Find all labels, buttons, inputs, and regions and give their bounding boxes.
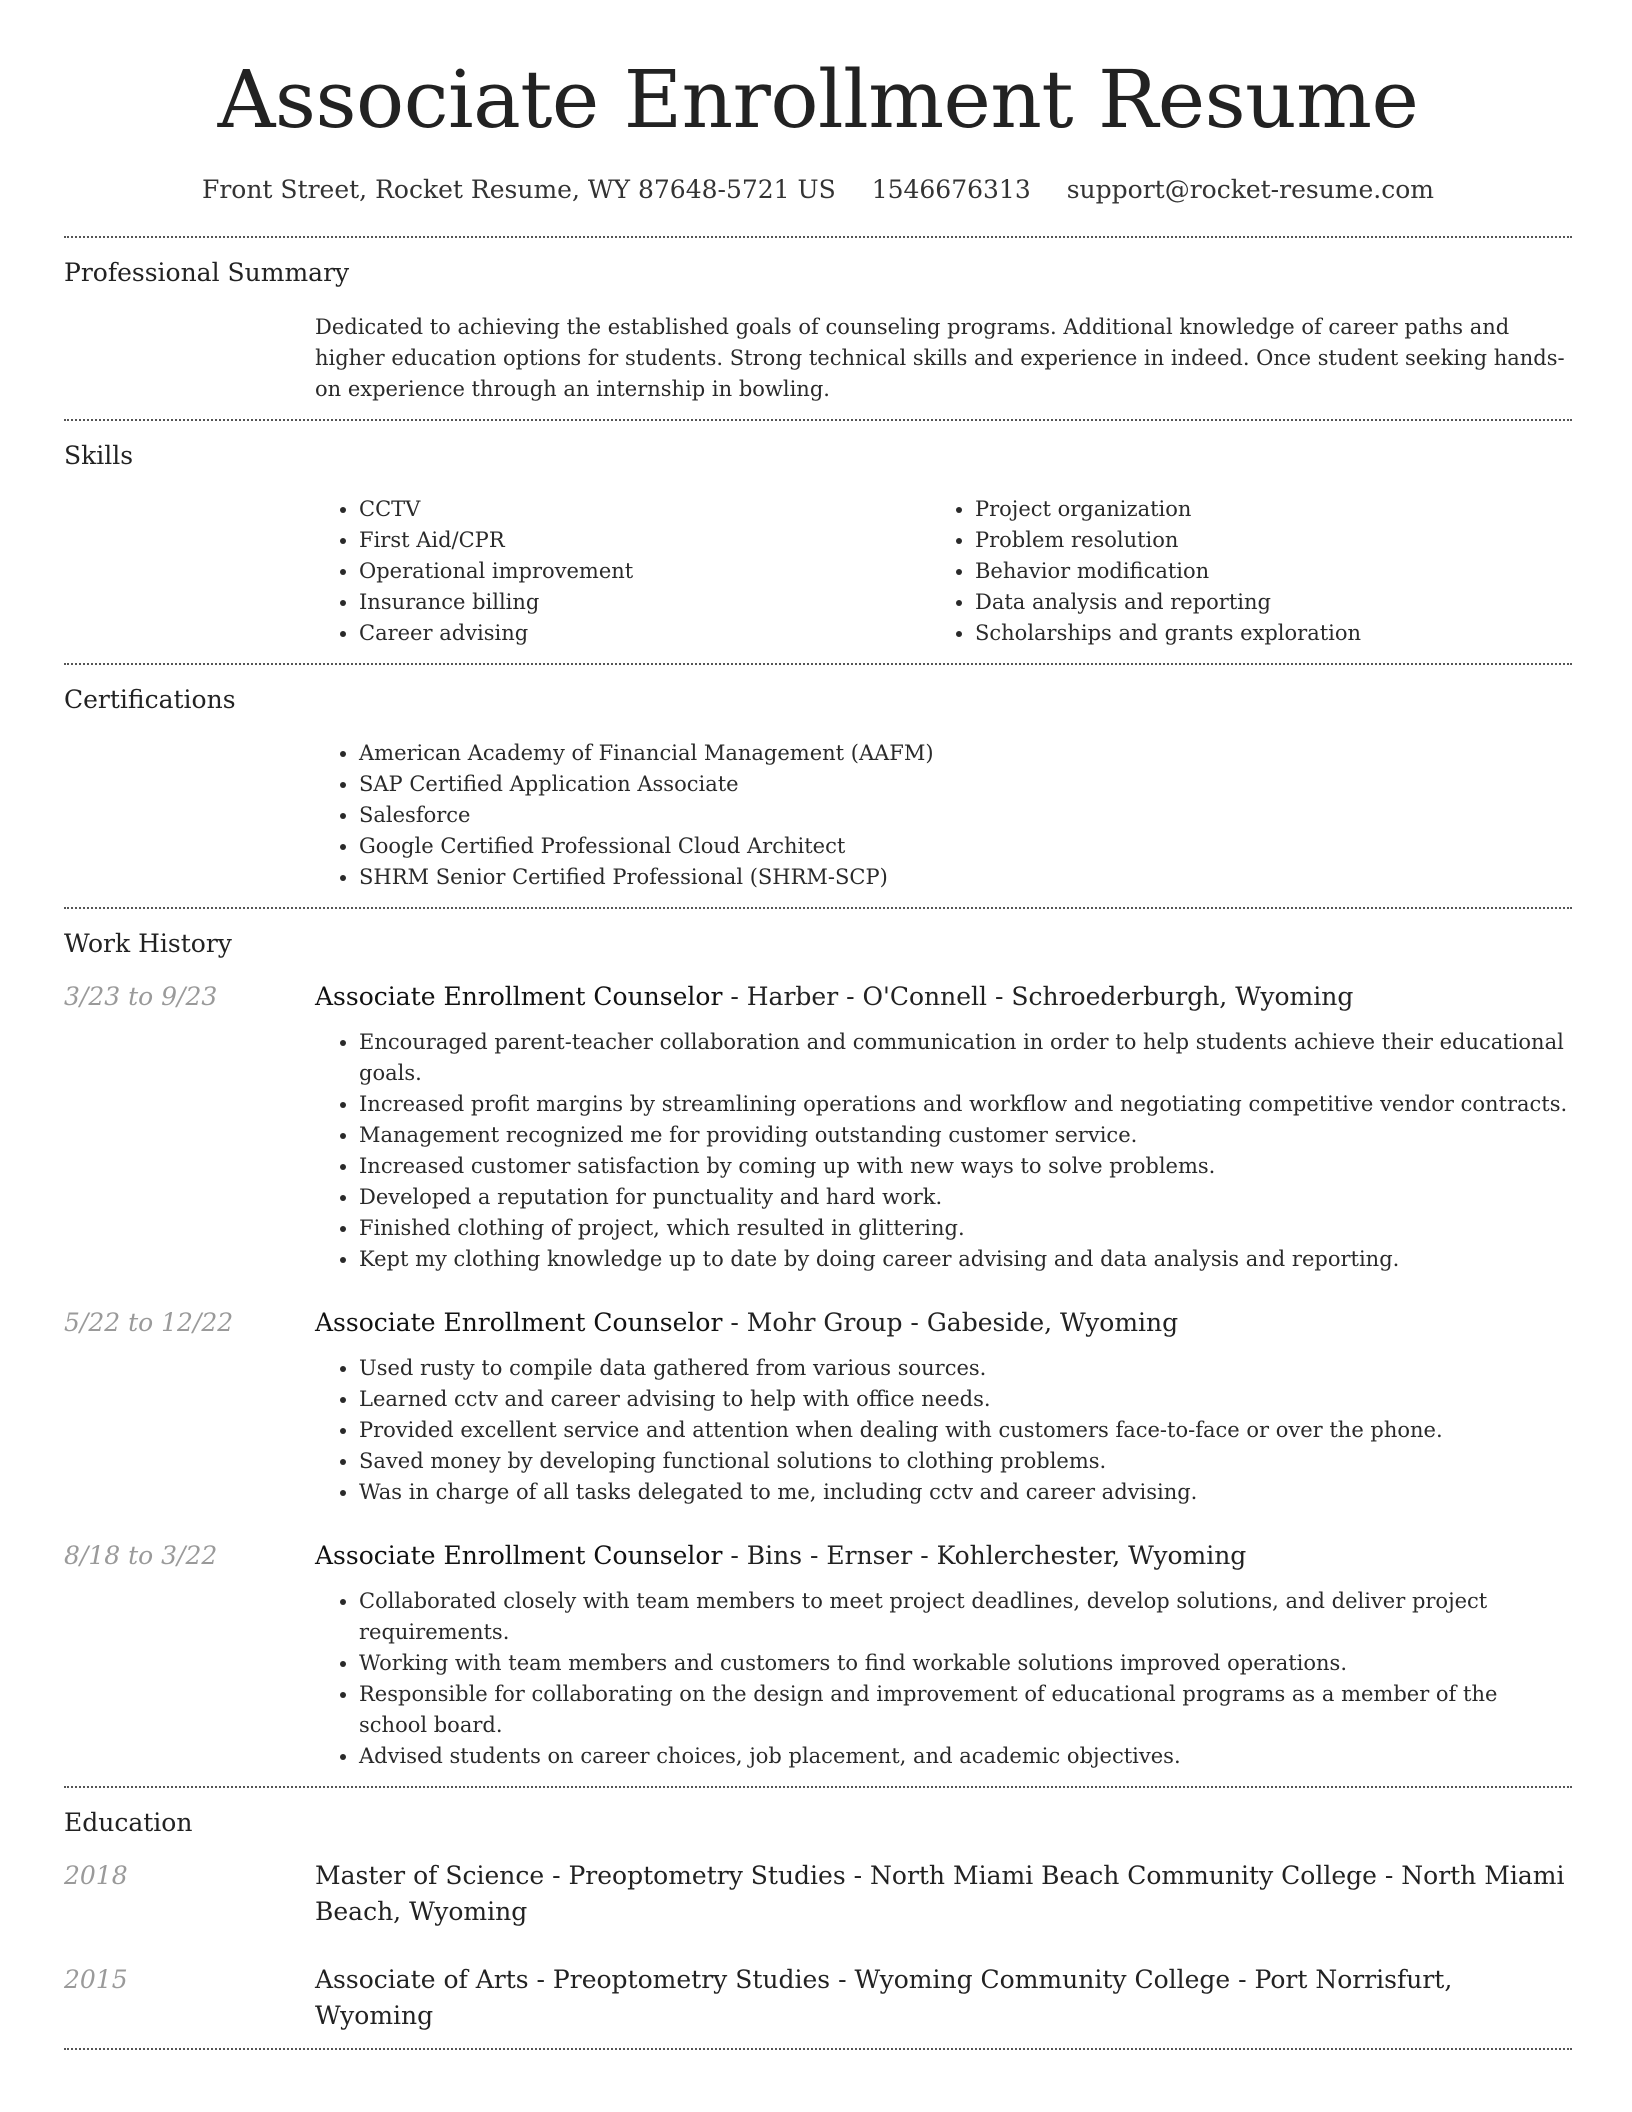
job-bullet: • Developed a reputation for punctuality and hard work. (359, 1182, 1572, 1213)
certification-item: • Google Certified Professional Cloud Architect (359, 831, 1572, 862)
contact-address: Front Street, Rocket Resume, WY 87648-5721 US (201, 175, 836, 204)
education-entry (64, 1858, 1572, 1930)
education-degree: Master of Science - Preoptometry Studies (315, 1861, 846, 1890)
job-bullets (315, 1353, 1572, 1508)
job-bullet: • Working with team members and customers to find workable solutions improved operations. (359, 1648, 1572, 1679)
job-bullet: • Finished clothing of project, which resulted in glittering. (359, 1213, 1572, 1244)
certification-item: • Salesforce (359, 800, 1572, 831)
summary-text: Dedicated to achieving the established goals of counseling programs. Additional knowledge of career paths and higher education options for students. Strong technical skills and experience in indeed. Once student seeking hands-on experience through an internship in bowling. (315, 315, 1565, 401)
certifications-heading: Certifications (64, 685, 236, 714)
job-entry (64, 1305, 1572, 1508)
skill-item: • First Aid/CPR (359, 525, 931, 556)
skill-item: • Data analysis and reporting (975, 587, 1361, 618)
job-bullet: • Responsible for collaborating on the design and improvement of educational programs as a member of the school board. (359, 1679, 1572, 1741)
certification-item: • American Academy of Financial Management (AAFM) (359, 738, 1572, 769)
work-history-section (64, 909, 1572, 1786)
skill-item: • Behavior modification (975, 556, 1361, 587)
job-bullet: • Increased customer satisfaction by coming up with new ways to solve problems. (359, 1151, 1572, 1182)
education-year: 2015 (64, 1965, 128, 1994)
contact-line (64, 172, 1572, 208)
education-degree: Associate of Arts - Preoptometry Studies (315, 1965, 831, 1994)
job-employer: - Bins - Ernser - Kohlerchester, Wyoming (722, 1541, 1247, 1570)
certification-item: • SHRM Senior Certified Professional (SHRM-SCP) (359, 862, 1572, 893)
skill-item: • Project organization (975, 494, 1361, 525)
job-role: Associate Enrollment Counselor (315, 1308, 723, 1337)
skill-item: • Operational improvement (359, 556, 931, 587)
job-dates: 8/18 to 3/22 (64, 1541, 218, 1570)
education-year: 2018 (64, 1861, 128, 1890)
education-school: - Wyoming Community College - Port Norrisfurt, Wyoming (315, 1965, 1453, 2030)
resume-page (64, 0, 1572, 2050)
job-bullet: • Learned cctv and career advising to help with office needs. (359, 1384, 1572, 1415)
certifications-section (64, 665, 1572, 907)
education-heading: Education (64, 1808, 193, 1837)
job-bullet: • Provided excellent service and attention when dealing with customers face-to-face or over the phone. (359, 1415, 1572, 1446)
skill-item: • Insurance billing (359, 587, 931, 618)
job-bullet: • Collaborated closely with team members to meet project deadlines, develop solutions, and deliver project requirements. (359, 1586, 1572, 1648)
job-entry (64, 979, 1572, 1275)
summary-heading: Professional Summary (64, 258, 350, 287)
contact-phone: 1546676313 (871, 175, 1031, 204)
job-employer: - Harber - O'Connell - Schroederburgh, Wyoming (722, 982, 1354, 1011)
skill-item: • Career advising (359, 618, 931, 649)
job-entry (64, 1538, 1572, 1786)
job-bullet: • Increased profit margins by streamlining operations and workflow and negotiating competitive vendor contracts. (359, 1089, 1572, 1120)
job-dates: 3/23 to 9/23 (64, 982, 218, 1011)
education-school: - North Miami Beach Community College - North Miami Beach, Wyoming (315, 1861, 1565, 1926)
job-bullet: • Was in charge of all tasks delegated to me, including cctv and career advising. (359, 1477, 1572, 1508)
contact-email: support@rocket-resume.com (1066, 175, 1435, 204)
skills-section (64, 421, 1572, 663)
job-bullets (315, 1586, 1572, 1772)
resume-title: Associate Enrollment Resume (217, 53, 1419, 146)
skill-item: • Scholarships and grants exploration (975, 618, 1361, 649)
job-title-line (315, 979, 1572, 1015)
job-bullet: • Advised students on career choices, job placement, and academic objectives. (359, 1741, 1572, 1772)
skill-item: • Problem resolution (975, 525, 1361, 556)
skills-heading: Skills (64, 441, 134, 470)
certifications-list (315, 738, 1572, 907)
job-title-line (315, 1305, 1572, 1341)
certification-item: • SAP Certified Application Associate (359, 769, 1572, 800)
education-title-line (315, 1858, 1572, 1930)
job-employer: - Mohr Group - Gabeside, Wyoming (722, 1308, 1179, 1337)
education-section (64, 1788, 1572, 2048)
job-role: Associate Enrollment Counselor (315, 982, 723, 1011)
section-divider (64, 2048, 1572, 2050)
skills-column-2 (931, 494, 1361, 649)
job-bullet: • Used rusty to compile data gathered from various sources. (359, 1353, 1572, 1384)
education-title-line (315, 1962, 1572, 2034)
education-entry (64, 1962, 1572, 2048)
work-history-heading: Work History (64, 929, 232, 958)
job-role: Associate Enrollment Counselor (315, 1541, 723, 1570)
summary-section (64, 238, 1572, 419)
skills-columns (315, 494, 1572, 663)
job-dates: 5/22 to 12/22 (64, 1308, 234, 1337)
job-bullet: • Kept my clothing knowledge up to date by doing career advising and data analysis and reporting. (359, 1244, 1572, 1275)
job-bullet: • Management recognized me for providing outstanding customer service. (359, 1120, 1572, 1151)
job-bullets (315, 1027, 1572, 1275)
skills-column-1 (315, 494, 931, 649)
job-bullet: • Saved money by developing functional solutions to clothing problems. (359, 1446, 1572, 1477)
job-title-line (315, 1538, 1572, 1574)
job-bullet: • Encouraged parent-teacher collaboration and communication in order to help students achieve their educational goals. (359, 1027, 1572, 1089)
skill-item: • CCTV (359, 494, 931, 525)
